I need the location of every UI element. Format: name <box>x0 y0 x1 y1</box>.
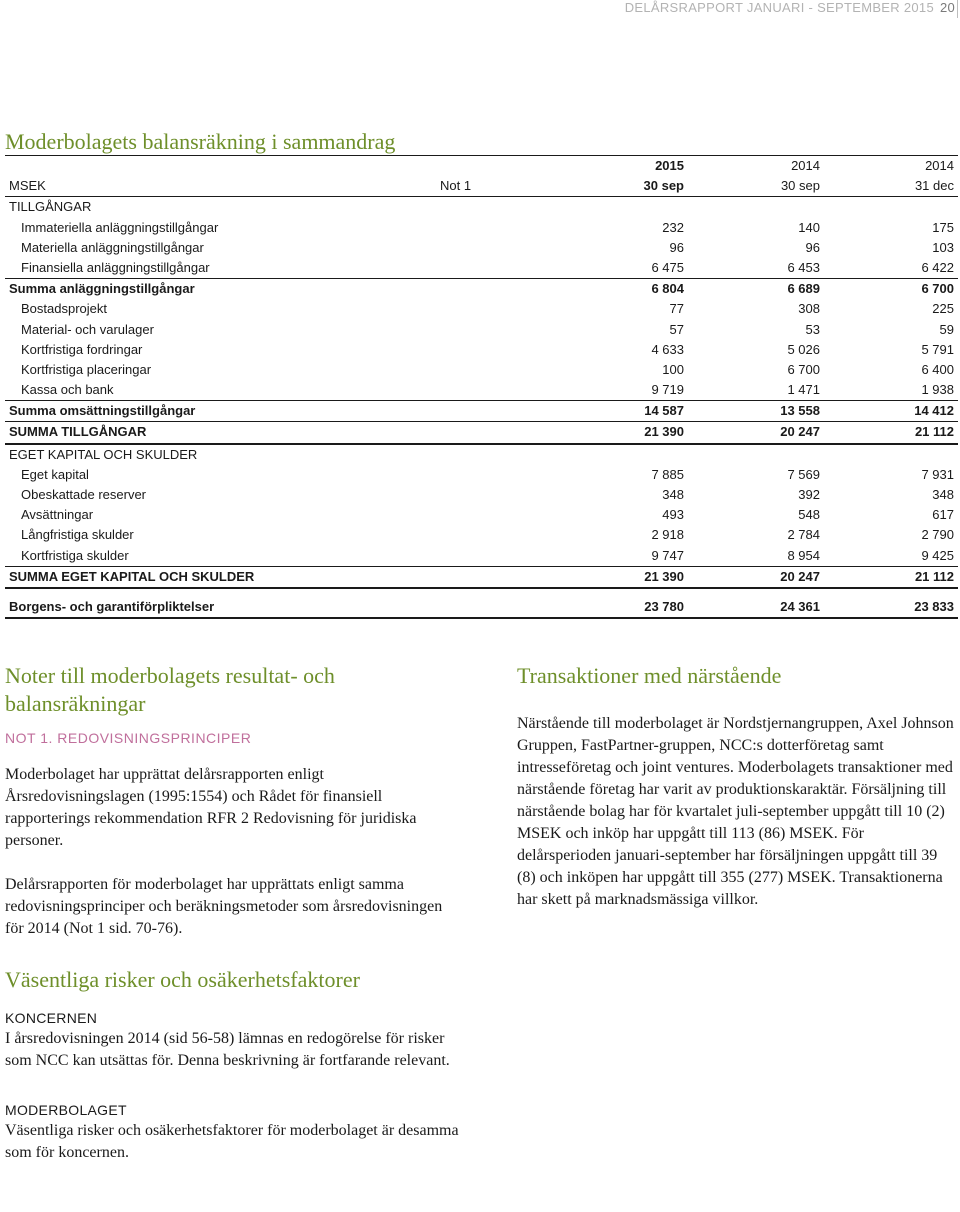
risks-heading: Väsentliga risker och osäkerhetsfaktorer <box>5 967 360 992</box>
table-row <box>5 380 958 401</box>
right-column <box>517 662 957 911</box>
value-2015-sep: 6 475 <box>651 259 684 275</box>
value-2014-sep: 548 <box>798 507 820 523</box>
related-text: Närstående till moderbolaget är Nordstjernangruppen, Axel Johnson Gruppen, FastPartner-gruppen, NCC:s dotterföretag samt intresseföretag och joint ventures. Moderbolagets transaktioner med närstående företag har varit av produktionskaraktär. Försäljning till närstående bolag har för kvartalet juli-september uppgått till 10 (2) MSEK och inköp har uppgått till 113 (86) MSEK. För delårsperioden januari-september har försäljningen uppgått till 39 (8) och inköpen har uppgått till 355 (277) MSEK. Transaktionerna har skett på marknadsmässiga villkor. <box>517 715 954 908</box>
value-2014-sep: 308 <box>798 301 820 317</box>
value-2014-dec: 617 <box>932 507 954 523</box>
section-label: EGET KAPITAL OCH SKULDER <box>9 446 198 462</box>
row-label: Bostadsprojekt <box>21 301 107 317</box>
report-title: DELÅRSRAPPORT JANUARI - SEPTEMBER 2015 <box>624 0 934 15</box>
balance-sheet-table <box>5 155 958 619</box>
value-2015-sep: 7 885 <box>651 466 684 482</box>
note-ref: Not 1 <box>440 178 472 194</box>
page-number: 20 <box>939 0 955 15</box>
table-row <box>5 505 958 525</box>
row-label: Kortfristiga placeringar <box>21 361 152 377</box>
value-2015-sep: 232 <box>662 219 684 235</box>
value-2014-dec: 5 791 <box>921 341 954 357</box>
total-row <box>5 567 958 589</box>
value-2014-sep: 96 <box>805 239 820 255</box>
value-2014-sep: 13 558 <box>780 403 820 419</box>
subtotal-row <box>5 279 958 299</box>
value-2015-sep: 100 <box>662 361 684 377</box>
value-2014-sep: 5 026 <box>787 341 820 357</box>
row-label: SUMMA TILLGÅNGAR <box>9 424 147 440</box>
currency-label: MSEK <box>9 178 46 194</box>
row-label: Obeskattade reserver <box>21 487 147 502</box>
value-2015-sep: 348 <box>662 487 684 502</box>
value-2014-dec: 2 790 <box>921 527 954 543</box>
col-year-2: 2014 <box>791 158 820 173</box>
value-2015-sep: 2 918 <box>651 527 684 543</box>
table-row <box>5 360 958 380</box>
value-2014-dec: 6 422 <box>921 259 954 275</box>
value-2015-sep: 23 780 <box>644 598 684 614</box>
value-2014-dec: 9 425 <box>921 547 954 563</box>
table-row <box>5 465 958 485</box>
table-row <box>5 238 958 258</box>
header-divider <box>957 0 958 18</box>
row-label: SUMMA EGET KAPITAL OCH SKULDER <box>9 568 255 584</box>
row-label: Materiella anläggningstillgångar <box>21 239 204 255</box>
value-2014-sep: 6 700 <box>787 361 820 377</box>
value-2014-sep: 24 361 <box>780 598 820 614</box>
note1-paragraph-2: Delårsrapporten för moderbolaget har upprättats enligt samma redovisningsprinciper och beräkningsmetoder som årsredovisningen för 2014 (Not 1 sid. 70-76). <box>5 876 443 937</box>
value-2014-dec: 21 112 <box>914 424 954 440</box>
value-2014-dec: 348 <box>932 487 954 502</box>
table-row <box>5 299 958 319</box>
value-2015-sep: 77 <box>669 301 684 317</box>
row-label: Avsättningar <box>21 507 94 523</box>
spacer <box>5 589 958 597</box>
value-2015-sep: 9 719 <box>651 382 684 398</box>
table-row <box>5 525 958 545</box>
col-year-1: 2015 <box>655 158 684 173</box>
subtotal-row <box>5 401 958 422</box>
value-2015-sep: 4 633 <box>651 341 684 357</box>
value-2015-sep: 9 747 <box>651 547 684 563</box>
value-2014-dec: 21 112 <box>914 568 954 584</box>
value-2014-dec: 225 <box>932 301 954 317</box>
value-2015-sep: 6 804 <box>651 281 684 297</box>
value-2014-sep: 7 569 <box>787 466 820 482</box>
header-date-row <box>5 176 958 197</box>
related-heading: Transaktioner med närstående <box>517 663 782 688</box>
value-2015-sep: 21 390 <box>644 568 684 584</box>
parent-risk-text: Väsentliga risker och osäkerhetsfaktorer för moderbolaget är desamma som för koncernen. <box>5 1122 459 1161</box>
value-2015-sep: 14 587 <box>644 403 684 419</box>
row-label: Kassa och bank <box>21 382 114 398</box>
note1-heading: NOT 1. REDOVISNINGSPRINCIPER <box>5 730 252 746</box>
col-date-2: 30 sep <box>780 178 820 194</box>
value-2014-sep: 20 247 <box>780 568 820 584</box>
col-date-3: 31 dec <box>914 178 954 194</box>
col-year-3: 2014 <box>925 158 954 173</box>
notes-heading: Noter till moderbolagets resultat- och balansräkningar <box>5 663 335 716</box>
value-2014-dec: 14 412 <box>914 403 954 419</box>
value-2014-sep: 1 471 <box>787 382 820 398</box>
row-label: Immateriella anläggningstillgångar <box>21 219 219 235</box>
left-column <box>5 662 460 1164</box>
value-2014-dec: 7 931 <box>921 466 954 482</box>
value-2014-sep: 53 <box>805 321 820 337</box>
group-subheading: KONCERNEN <box>5 1010 98 1026</box>
value-2014-sep: 392 <box>798 487 820 502</box>
value-2014-dec: 59 <box>939 321 954 337</box>
value-2014-dec: 175 <box>932 219 954 235</box>
row-label: Finansiella anläggningstillgångar <box>21 259 210 275</box>
value-2014-dec: 6 400 <box>921 361 954 377</box>
row-label: Eget kapital <box>21 466 89 482</box>
total-row <box>5 422 958 444</box>
table-row <box>5 485 958 505</box>
row-label: Långfristiga skulder <box>21 527 134 543</box>
note1-paragraph-1: Moderbolaget har upprättat delårsrapporten enligt Årsredovisningslagen (1995:1554) och Rådet för finansiell rapporterings rekommendation RFR 2 Redovisning för juridiska personer. <box>5 766 417 849</box>
parent-subheading: MODERBOLAGET <box>5 1102 127 1118</box>
header-year-row <box>5 156 958 176</box>
row-label: Summa anläggningstillgångar <box>9 281 195 297</box>
value-2015-sep: 57 <box>669 321 684 337</box>
value-2014-dec: 6 700 <box>921 281 954 297</box>
guarantees-row <box>5 597 958 619</box>
value-2014-dec: 23 833 <box>914 598 954 614</box>
row-label: Kortfristiga fordringar <box>21 341 143 357</box>
table-row <box>5 340 958 360</box>
table-row <box>5 218 958 238</box>
value-2014-sep: 6 689 <box>787 281 820 297</box>
value-2014-sep: 20 247 <box>780 424 820 440</box>
group-risk-text: I årsredovisningen 2014 (sid 56-58) lämnas en redogörelse för risker som NCC kan utsättas för. Denna beskrivning är fortfarande relevant. <box>5 1030 450 1069</box>
table-row <box>5 320 958 340</box>
value-2014-sep: 2 784 <box>787 527 820 543</box>
col-date-1: 30 sep <box>643 178 684 194</box>
value-2014-sep: 6 453 <box>787 259 820 275</box>
row-label: Material- och varulager <box>21 321 154 337</box>
value-2015-sep: 21 390 <box>644 424 684 440</box>
balance-sheet-title: Moderbolagets balansräkning i sammandrag <box>5 129 396 154</box>
section-heading-assets <box>5 197 958 217</box>
row-label: Summa omsättningstillgångar <box>9 403 196 419</box>
value-2014-dec: 103 <box>932 239 954 255</box>
value-2014-sep: 140 <box>798 219 820 235</box>
section-heading-equity <box>5 445 958 465</box>
value-2015-sep: 493 <box>662 507 684 523</box>
table-row <box>5 546 958 567</box>
value-2015-sep: 96 <box>669 239 684 255</box>
value-2014-sep: 8 954 <box>787 547 820 563</box>
row-label: Kortfristiga skulder <box>21 547 129 563</box>
row-label: Borgens- och garantiförpliktelser <box>9 598 215 614</box>
value-2014-dec: 1 938 <box>921 382 954 398</box>
section-label: TILLGÅNGAR <box>9 199 92 215</box>
table-row <box>5 258 958 279</box>
